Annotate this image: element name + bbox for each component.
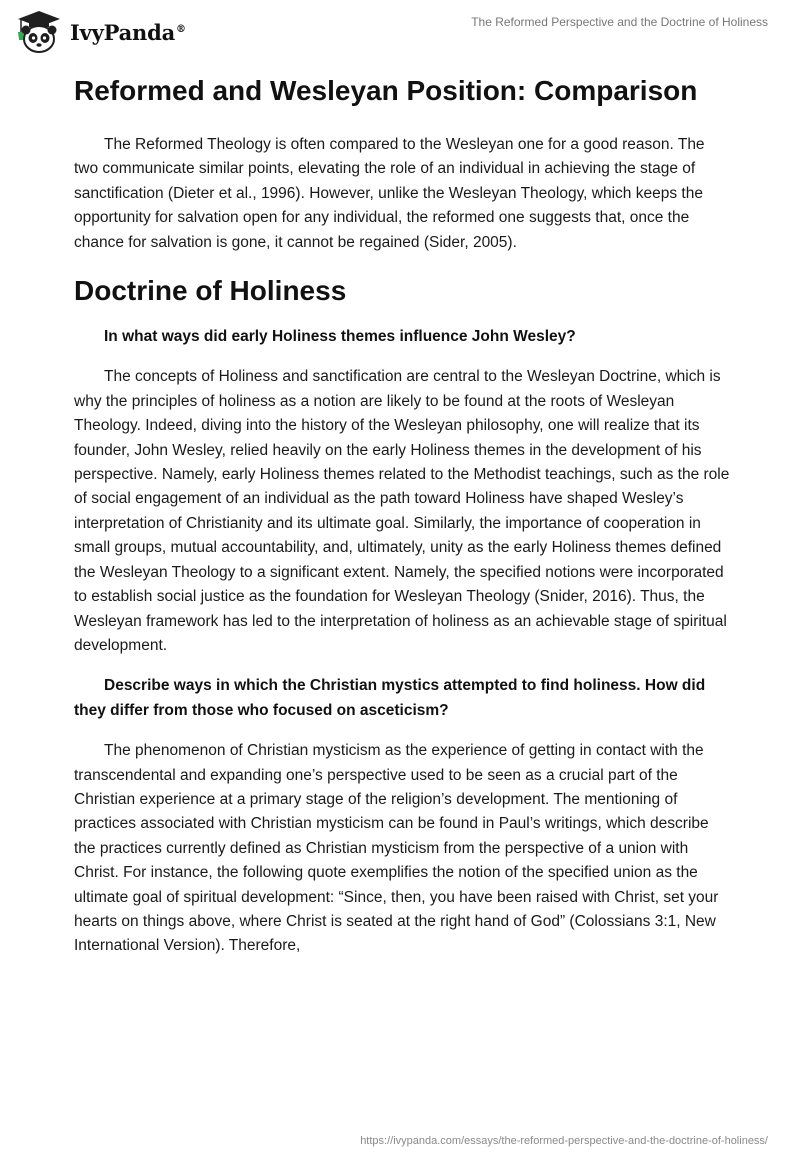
source-url-link[interactable]: https://ivypanda.com/essays/the-reformed-perspective-and-the-doctrine-of-holiness/ xyxy=(360,1135,768,1147)
page-header xyxy=(0,0,800,60)
answer-wesley: The concepts of Holiness and sanctification are central to the Wesleyan Doctrine, which is why the principles of holiness as a notion are likely to be found at the roots of Wesleyan Theology. Indeed, diving into the history of the Wesleyan philosophy, one will realize that its founder, John Wesley, relied heavily on the early Holiness themes in the development of his perspective. Namely, early Holiness themes related to the Methodist teachings, such as the role of social engagement of an individual as the path toward Holiness have shaped Wesley’s interpretation of Christianity and its ultimate goal. Similarly, the importance of cooperation in small groups, mutual accountability, and, ultimately, unity as the early Holiness themes defined the Wesleyan Theology to a significant extent. Namely, the specified notions were incorporated to establish social justice as the foundation for Wesleyan Theology (Snider, 2016). Thus, the Wesleyan framework has led to the interpretation of holiness as an achievable stage of spiritual development. xyxy=(74,368,730,654)
ivypanda-logo[interactable] xyxy=(14,10,186,54)
panda-graduation-cap-icon xyxy=(14,10,64,54)
comparison-paragraph: The Reformed Theology is often compared to the Wesleyan one for a good reason. The two communicate similar points, elevating the role of an individual in achieving the stage of sanctification (Dieter et al., 1996). However, unlike the Wesleyan Theology, which keeps the opportunity for salvation open for any individual, the reformed one suggests that, once the chance for salvation is gone, it cannot be regained (Sider, 2005). xyxy=(74,136,705,251)
essay-content xyxy=(74,72,730,975)
section-heading-holiness: Doctrine of Holiness xyxy=(74,275,347,307)
question-mystics: Describe ways in which the Christian mystics attempted to find holiness. How did they differ from those who focused on asceticism? xyxy=(74,677,706,719)
document-title: The Reformed Perspective and the Doctrine of Holiness xyxy=(471,15,768,29)
answer-mystics: The phenomenon of Christian mysticism as the experience of getting in contact with the transcendental and expanding one’s perspective used to be seen as a crucial part of the Christian experience at a primary stage of the religion’s development. The mentioning of practices associated with Christian mysticism can be found in Paul’s writings, which describe the practices currently defined as Christian mysticism from the perspective of a union with Christ. For instance, the following quote exemplifies the notion of the specified union as the ultimate goal of spiritual development: “Since, then, you have been raised with Christ, set your hearts on things above, where Christ is seated at the right hand of God” (Colossians 3:1, New International Version). Therefore, xyxy=(74,742,719,955)
question-wesley: In what ways did early Holiness themes influence John Wesley? xyxy=(104,328,576,346)
registered-mark: ® xyxy=(176,23,186,35)
brand-name: IvyPanda® xyxy=(70,19,186,45)
section-heading-comparison: Reformed and Wesleyan Position: Comparison xyxy=(74,75,698,106)
